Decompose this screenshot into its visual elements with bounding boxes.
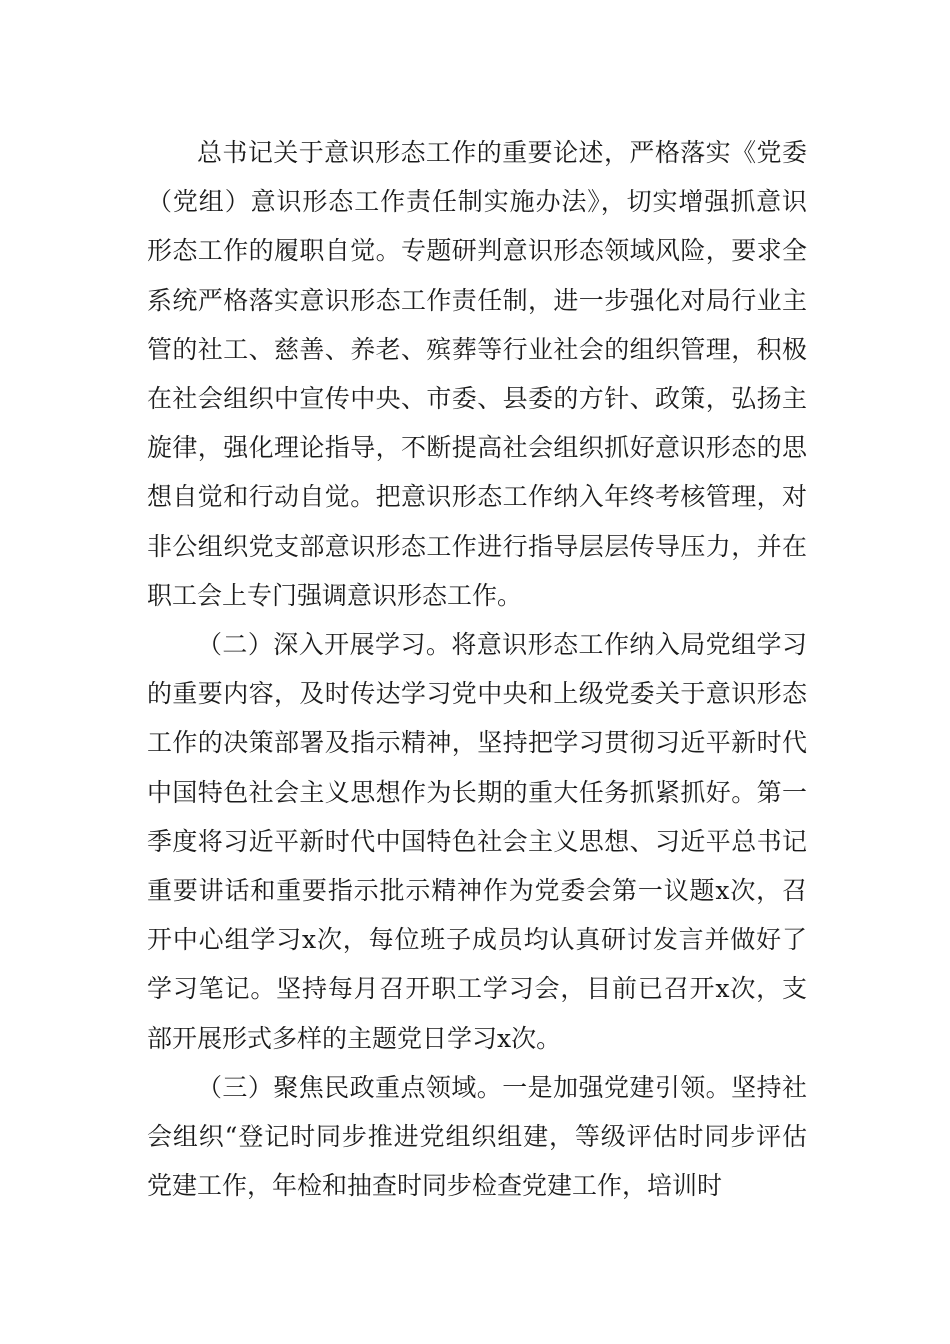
document-body <box>147 128 807 1210</box>
paragraph-study: （二）深入开展学习。将意识形态工作纳入局党组学习的重要内容，及时传达学习党中央和上级党委关于意识形态工作的决策部署及指示精神，坚持把学习贯彻习近平新时代中国特色社会主义思想作为长期的重大任务抓紧抓好。第一季度将习近平新时代中国特色社会主义思想、习近平总书记重要讲话和重要指示批示精神作为党委会第一议题x次，召开中心组学习x次，每位班子成员均认真研讨发言并做好了学习笔记。坚持每月召开职工学习会，目前已召开x次，支部开展形式多样的主题党日学习x次。 <box>147 630 807 1053</box>
paragraph-civil-affairs: （三）聚焦民政重点领域。一是加强党建引领。坚持社会组织“登记时同步推进党组织组建，等级评估时同步评估党建工作，年检和抽查时同步检查党建工作，培训时 <box>147 1072 807 1201</box>
paragraph-ideology-responsibility: 总书记关于意识形态工作的重要论述，严格落实《党委（党组）意识形态工作责任制实施办法》，切实增强抓意识形态工作的履职自觉。专题研判意识形态领域风险，要求全系统严格落实意识形态工作责任制，进一步强化对局行业主管的社工、慈善、养老、殡葬等行业社会的组织管理，积极在社会组织中宣传中央、市委、县委的方针、政策，弘扬主旋律，强化理论指导，不断提高社会组织抓好意识形态的思想自觉和行动自觉。把意识形态工作纳入年终考核管理，对非公组织党支部意识形态工作进行指导层层传导压力，并在职工会上专门强调意识形态工作。 <box>147 138 807 610</box>
